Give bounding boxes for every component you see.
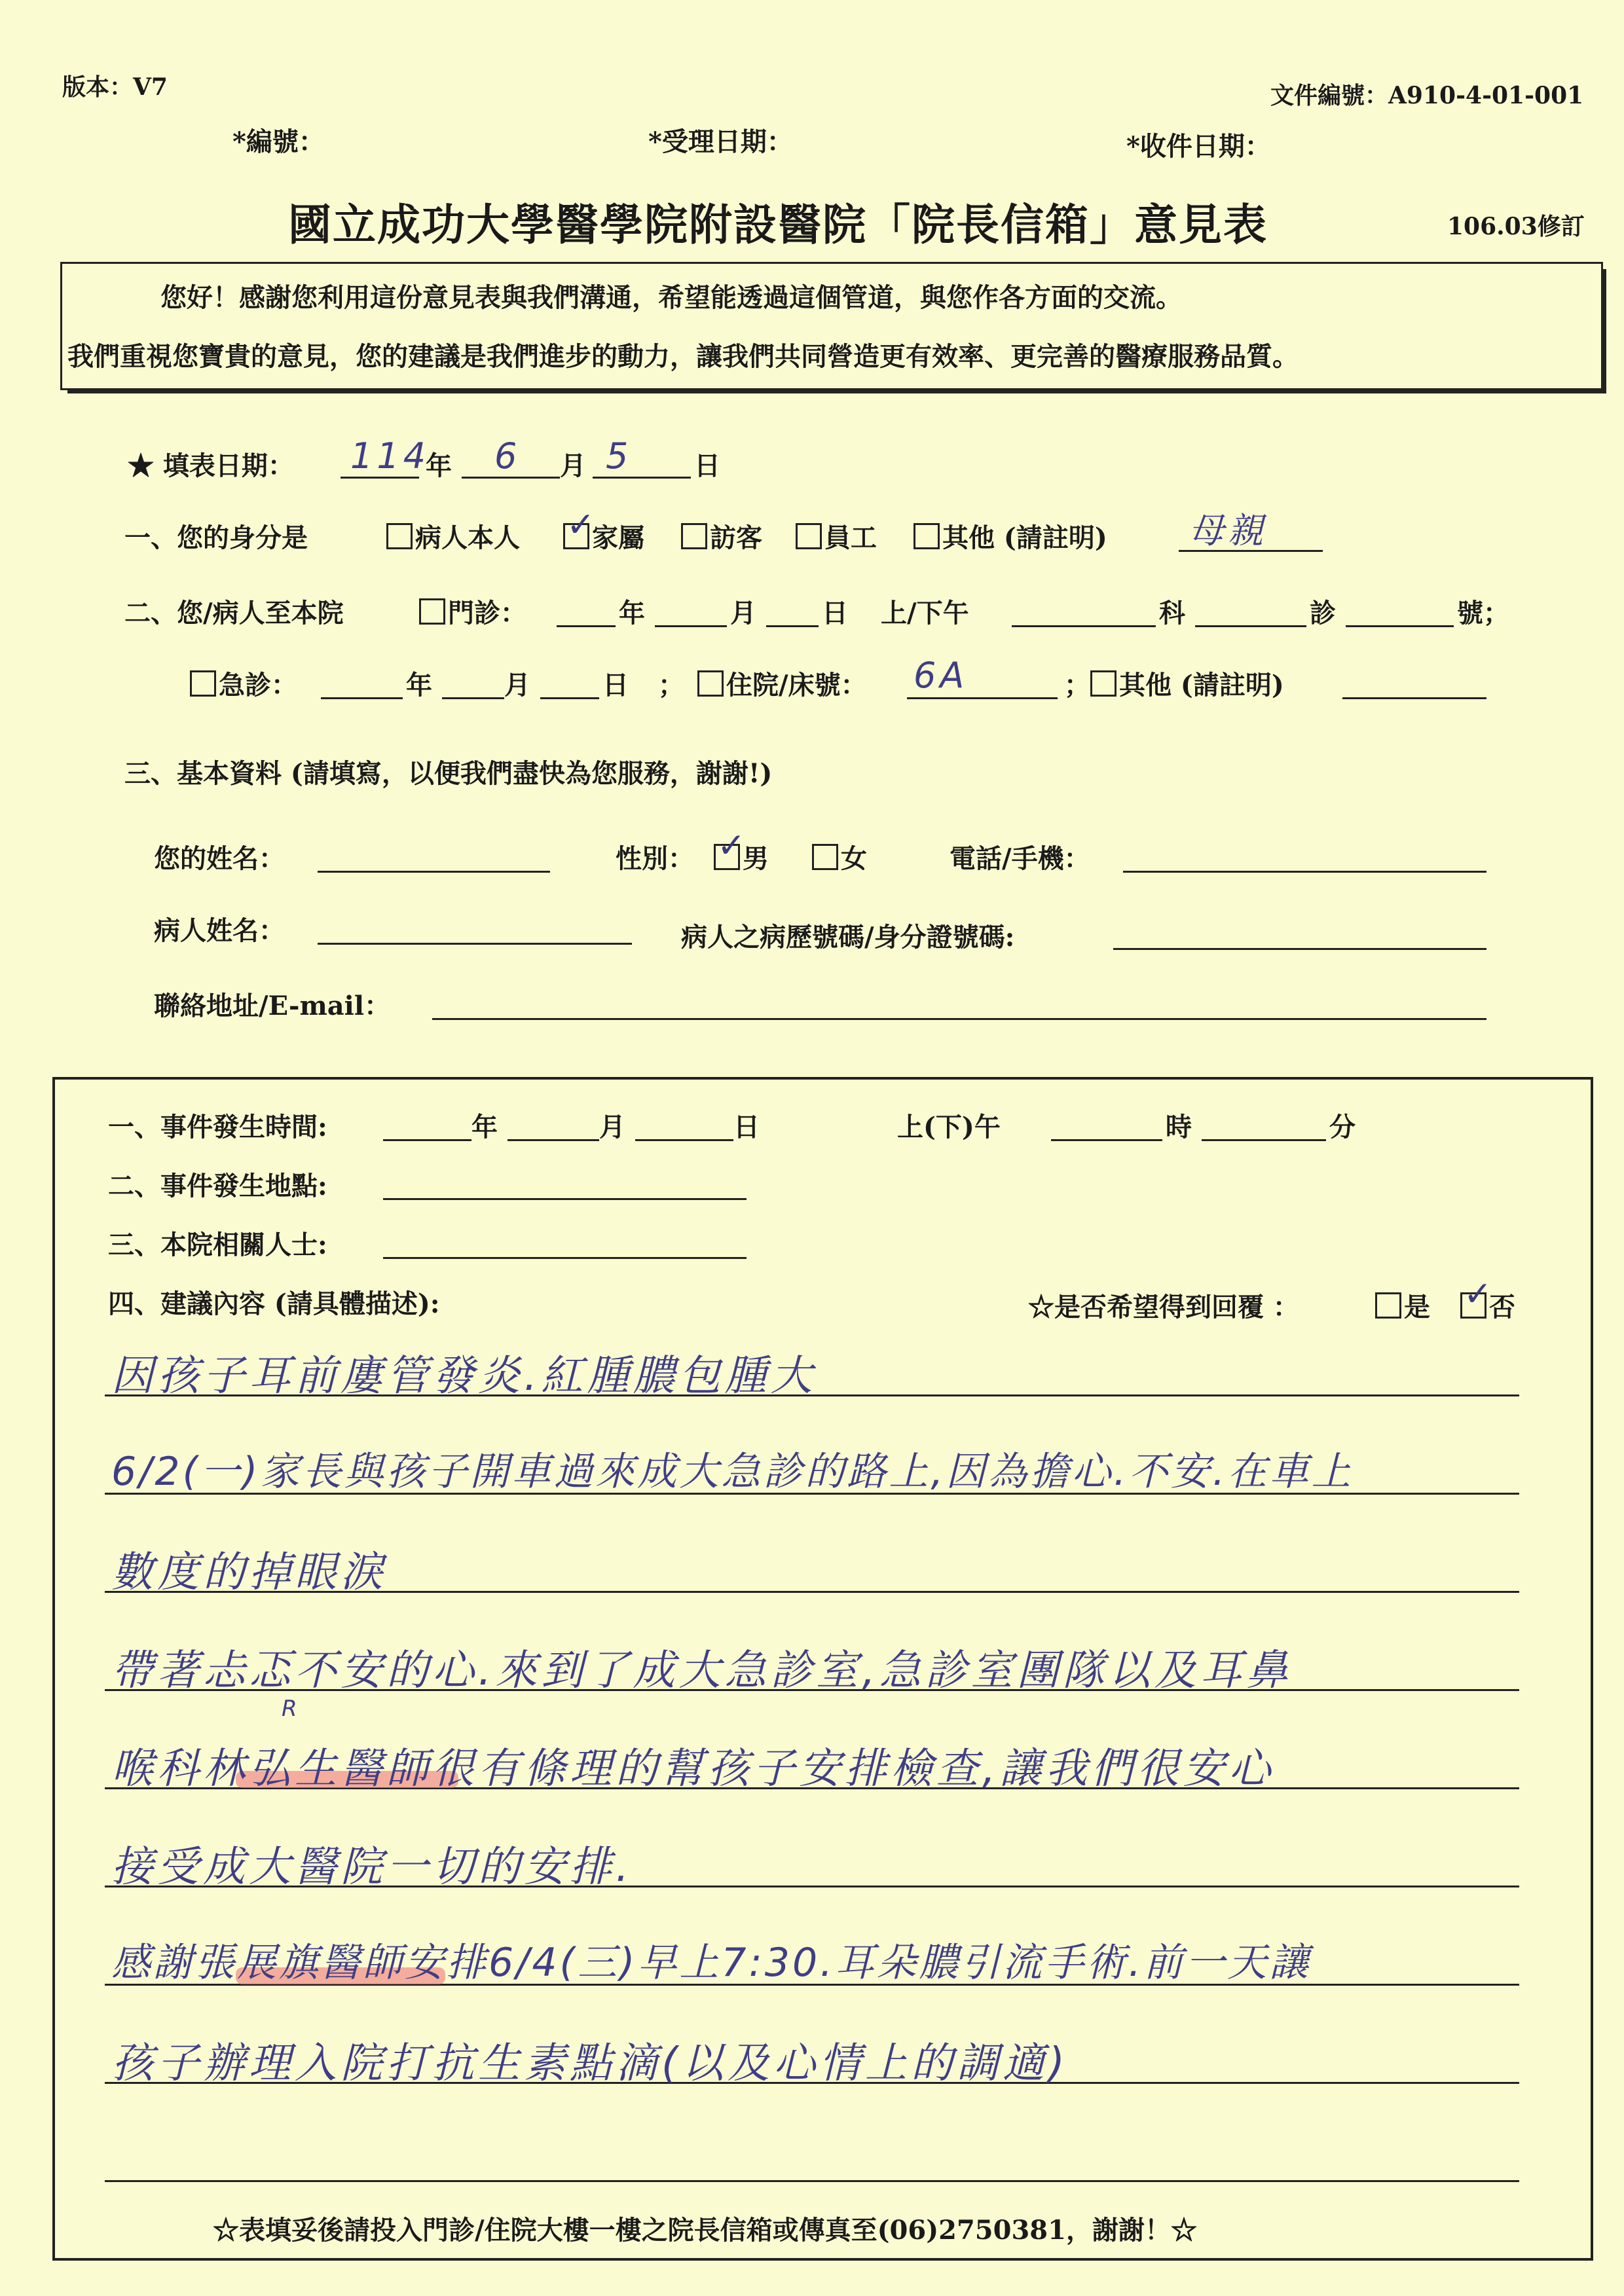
visit-label: 二、您/病人至本院: [124, 598, 344, 629]
content-line-5: 喉科林弘生醫師很有條理的幫孩子安排檢查,讓我們很安心: [111, 1745, 1275, 1793]
outpatient-number: 號；: [1457, 598, 1509, 629]
fill-date-year[interactable]: 114: [350, 435, 430, 477]
event-year-unit: 年: [471, 1112, 498, 1142]
collected-date-label: *收件日期：: [1126, 131, 1271, 162]
emergency-year-unit: 年: [406, 670, 432, 701]
checkbox-patient[interactable]: [386, 523, 413, 549]
identity-option-staff[interactable]: 員工: [796, 517, 877, 555]
year-unit: 年: [426, 450, 452, 481]
outpatient-dept: 科: [1159, 598, 1185, 629]
content-line-3: 數度的掉眼淚: [111, 1548, 386, 1597]
day-unit: 日: [694, 450, 720, 481]
identity-other-value[interactable]: 母親: [1189, 510, 1267, 551]
version-label: 版本：V7: [62, 73, 168, 101]
emergency-day-unit: 日: [602, 670, 629, 701]
gender-male[interactable]: ✓ 男: [714, 838, 769, 875]
patient-id-label: 病人之病歷號碼/身分證號碼:: [681, 922, 1015, 953]
outpatient-year-unit: 年: [619, 598, 645, 629]
fill-date-label: ★ 填表日期：: [128, 450, 294, 481]
event-place-label: 二、事件發生地點:: [108, 1171, 327, 1201]
outpatient-month-unit: 月: [730, 598, 756, 629]
emergency-semicolon: ；: [658, 670, 684, 701]
emergency-month-unit: 月: [504, 670, 530, 701]
event-hour-unit: 時: [1166, 1112, 1192, 1142]
form-title: 國立成功大學醫學院附設醫院「院長信箱」意見表: [288, 199, 1268, 250]
identity-option-other[interactable]: 其他 (請註明): [913, 517, 1107, 555]
gender-label: 性別：: [616, 843, 694, 874]
checkbox-emergency[interactable]: [190, 670, 216, 697]
phone-label: 電話/手機：: [950, 843, 1090, 874]
identity-option-visitor[interactable]: 訪客: [681, 517, 762, 555]
outpatient-ampm: 上/下午: [881, 598, 969, 629]
checkbox-reply-no[interactable]: [1460, 1292, 1486, 1319]
event-minute-unit: 分: [1329, 1112, 1356, 1142]
annotation-r: R: [282, 1696, 301, 1722]
event-ampm: 上(下)午: [897, 1112, 1001, 1142]
your-name-label: 您的姓名：: [154, 843, 285, 874]
inpatient-bed-value[interactable]: 6A: [913, 655, 969, 696]
content-line-8: 孩子辦理入院打抗生素點滴(以及心情上的調適): [111, 2039, 1069, 2088]
reply-yes[interactable]: 是: [1375, 1286, 1430, 1324]
suggestion-label: 四、建議內容 (請具體描述):: [108, 1288, 440, 1319]
checkbox-outpatient[interactable]: [419, 598, 445, 625]
intro-line-2: 我們重視您寶貴的意見，您的建議是我們進步的動力，讓我們共同營造更有效率、更完善的醫療服務品質。: [67, 341, 1299, 372]
reply-no[interactable]: ✓ 否: [1460, 1286, 1515, 1324]
visit-outpatient[interactable]: 門診：: [419, 592, 526, 630]
fill-date-month[interactable]: 6: [494, 435, 521, 477]
identity-label: 一、您的身分是: [124, 522, 308, 553]
revision-label: 106.03修訂: [1447, 213, 1585, 240]
visit-other[interactable]: 其他 (請註明): [1090, 665, 1284, 702]
identity-option-family[interactable]: ✓ 家屬: [563, 517, 644, 555]
gender-female[interactable]: 女: [812, 838, 867, 875]
footer-instructions: ☆表填妥後請投入門診/住院大樓一樓之院長信箱或傳真至(06)2750381，謝謝！☆: [213, 2215, 1197, 2246]
identity-option-patient[interactable]: 病人本人: [386, 517, 520, 555]
content-line-4: 帶著忐忑不安的心.來到了成大急診室,急診室團隊以及耳鼻: [111, 1647, 1292, 1695]
checkbox-visit-other[interactable]: [1090, 670, 1116, 697]
event-day-unit: 日: [733, 1112, 760, 1142]
visit-emergency[interactable]: 急診：: [190, 665, 297, 702]
outpatient-day-unit: 日: [822, 598, 848, 629]
received-date-label: *受理日期：: [648, 126, 793, 157]
fill-date-day[interactable]: 5: [606, 435, 633, 477]
content-line-7: 感謝張展旗醫師安排6/4(三)早上7:30.耳朵膿引流手術.前一天讓: [111, 1940, 1312, 1986]
checkbox-visitor[interactable]: [681, 523, 707, 549]
content-line-1: 因孩子耳前廔管發炎.紅腫膿包腫大: [111, 1352, 817, 1400]
patient-name-label: 病人姓名：: [154, 915, 285, 946]
document-number: 文件編號：A910-4-01-001: [1270, 82, 1584, 109]
checkbox-female[interactable]: [812, 844, 838, 870]
checkbox-other[interactable]: [913, 523, 940, 549]
checkbox-male[interactable]: [714, 844, 740, 870]
outpatient-clinic: 診: [1310, 598, 1336, 629]
checkbox-reply-yes[interactable]: [1375, 1292, 1401, 1319]
reply-question: ☆是否希望得到回覆 ：: [1028, 1292, 1299, 1322]
intro-box: [60, 262, 1603, 390]
visit-inpatient[interactable]: 住院/床號：: [697, 665, 867, 702]
event-staff-label: 三、本院相關人士:: [108, 1230, 327, 1260]
inpatient-semicolon: ；: [1064, 670, 1090, 701]
serial-number-label: *編號：: [232, 126, 325, 157]
checkbox-inpatient[interactable]: [697, 670, 724, 697]
event-month-unit: 月: [599, 1112, 625, 1142]
intro-line-1: 您好！感謝您利用這份意見表與我們溝通，希望能透過這個管道，與您作各方面的交流。: [160, 282, 1182, 313]
event-time-label: 一、事件發生時間:: [108, 1112, 327, 1142]
address-label: 聯絡地址/E-mail：: [154, 991, 391, 1021]
basic-info-label: 三、基本資料 (請填寫，以便我們盡快為您服務，謝謝!): [124, 758, 773, 789]
month-unit: 月: [560, 450, 586, 481]
checkbox-family[interactable]: [563, 523, 589, 549]
content-line-6: 接受成大醫院一切的安排.: [111, 1843, 633, 1891]
checkbox-staff[interactable]: [796, 523, 822, 549]
content-line-2: 6/2(一)家長與孩子開車過來成大急診的路上,因為擔心.不安.在車上: [111, 1449, 1354, 1495]
